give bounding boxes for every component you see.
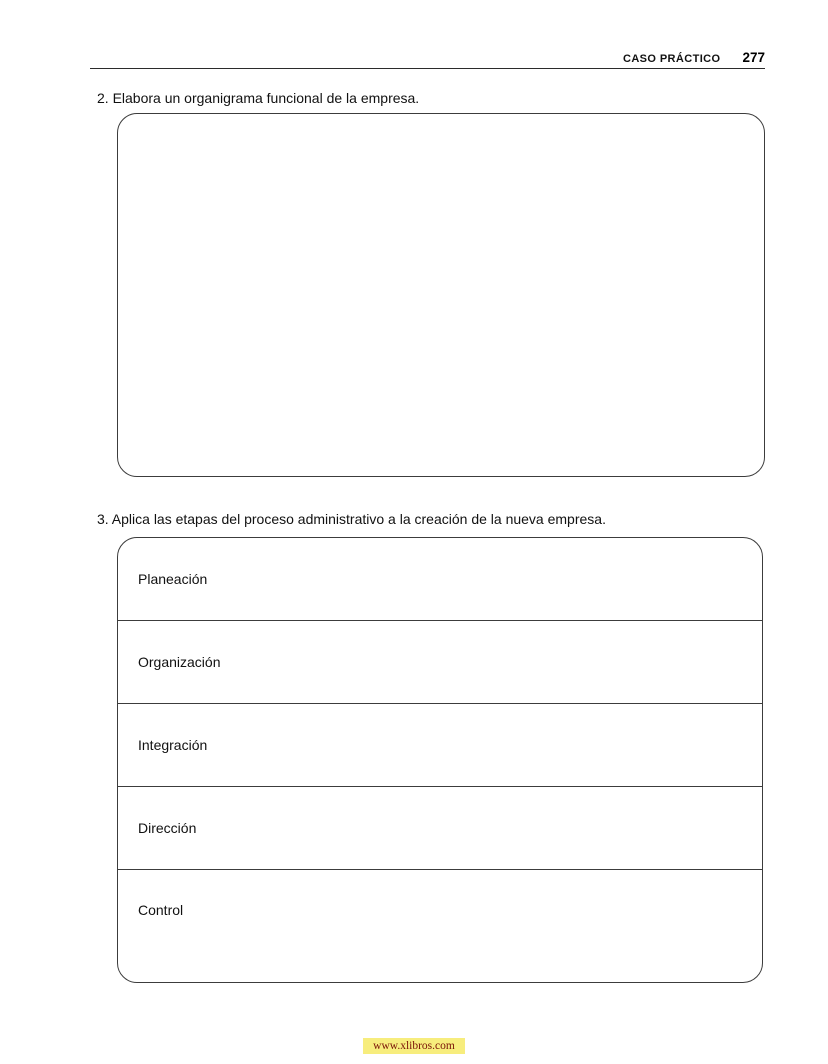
table-row-direccion <box>118 787 762 870</box>
table-row-integracion <box>118 704 762 787</box>
row-label: Planeación <box>138 571 208 587</box>
row-label: Dirección <box>138 820 197 836</box>
header-rule <box>90 68 765 69</box>
process-stages-table <box>117 537 763 983</box>
table-row-control <box>118 870 762 982</box>
question-2-answer-box <box>117 113 765 477</box>
table-row-organizacion <box>118 621 762 704</box>
row-label: Control <box>138 902 184 918</box>
question-3-text: 3. Aplica las etapas del proceso administrativo a la creación de la nueva empresa. <box>97 511 606 527</box>
page-header <box>623 50 765 65</box>
page-footer <box>0 1036 828 1054</box>
page-number: 277 <box>742 50 765 65</box>
row-label: Integración <box>138 737 208 753</box>
table-row-planeacion <box>118 538 762 621</box>
section-label: CASO PRÁCTICO <box>622 53 721 65</box>
watermark-text: www.xlibros.com <box>363 1038 465 1054</box>
row-label: Organización <box>138 654 221 670</box>
question-2-text: 2. Elabora un organigrama funcional de la empresa. <box>97 90 420 106</box>
